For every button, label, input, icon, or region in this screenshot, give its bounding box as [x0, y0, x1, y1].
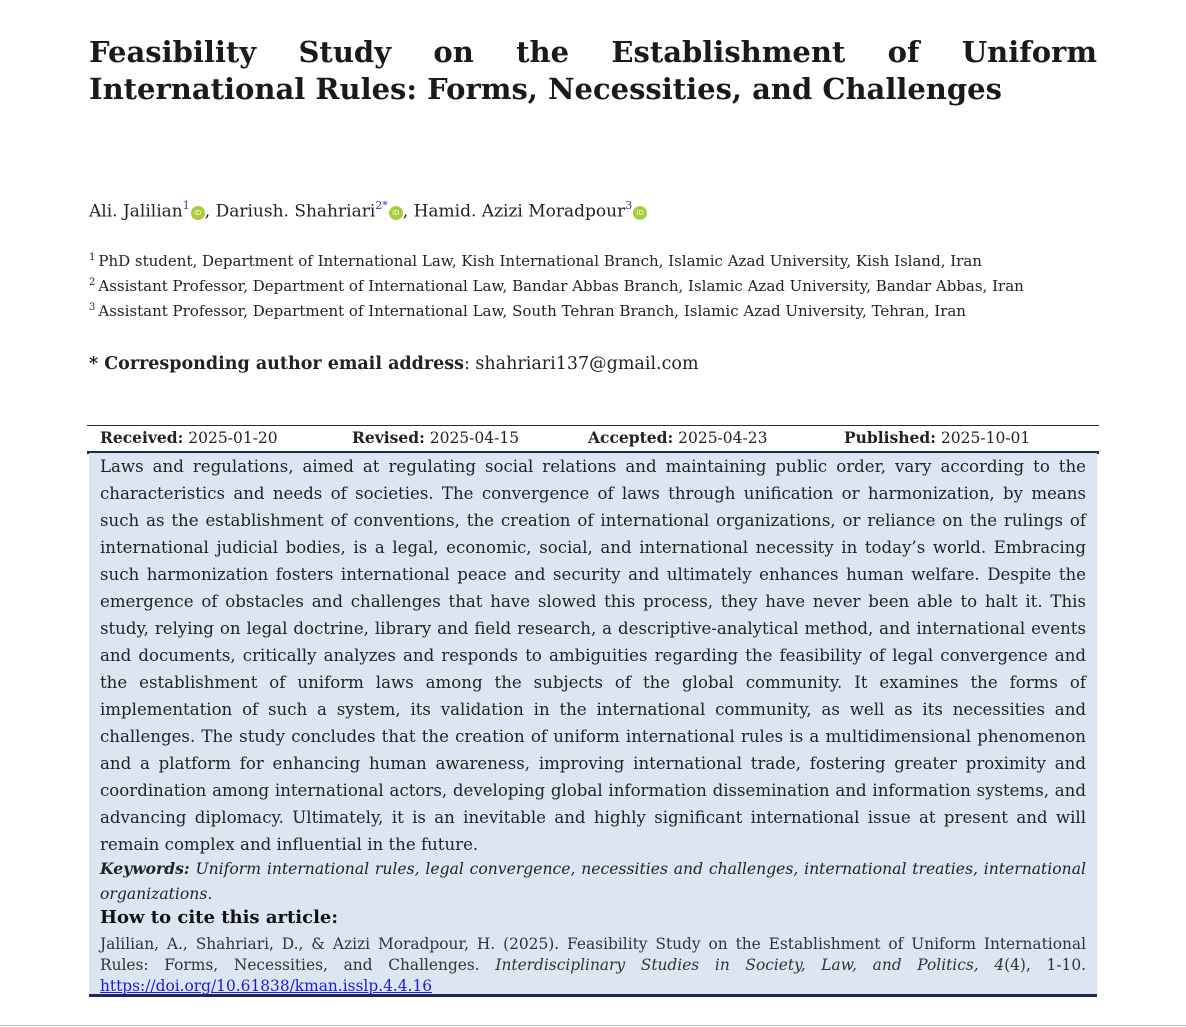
citation-journal: Interdisciplinary Studies in Society, Law, and Politics, 4	[495, 956, 1005, 974]
corresponding-author	[89, 354, 699, 374]
published-date	[844, 428, 1030, 447]
affiliation-list	[89, 247, 1024, 322]
affiliation-number: 2	[89, 277, 96, 288]
date-value: 2025-01-20	[183, 429, 278, 447]
date-label: Revised:	[352, 428, 425, 447]
citation	[100, 934, 1086, 997]
author-list: Ali. Jalilian$^1$iD , Dariush. Shahriari$^{2*}$iD , Hamid. Azizi Moradpour$^3$iD	[89, 200, 647, 222]
citation-issue: (4), 1-10.	[1004, 956, 1086, 974]
keywords-label: Keywords:	[100, 859, 190, 878]
date-value: 2025-04-15	[424, 429, 520, 447]
date-label: Received:	[100, 428, 184, 447]
publication-dates-bar	[87, 425, 1099, 454]
corresponding-author-email[interactable]: : shahriari137@gmail.com	[463, 354, 699, 374]
author-affiliation-marker: 3	[625, 199, 633, 212]
date-value: 2025-10-01	[935, 429, 1031, 447]
affiliation-item	[89, 272, 1024, 297]
abstract-panel	[89, 453, 1097, 997]
affiliation-text: Assistant Professor, Department of International Law, Bandar Abbas Branch, Islamic Azad University, Bandar Abbas, Iran	[98, 277, 1024, 295]
date-value: 2025-04-23	[673, 429, 768, 447]
affiliation-item	[89, 247, 1024, 272]
affiliation-number: 1	[89, 252, 96, 263]
affiliation-text: Assistant Professor, Department of International Law, South Tehran Branch, Islamic Azad University, Tehran, Iran	[98, 302, 966, 320]
date-label: Accepted:	[588, 428, 674, 447]
affiliation-text: PhD student, Department of International Law, Kish International Branch, Islamic Azad University, Kish Island, Iran	[98, 252, 982, 270]
orcid-icon[interactable]: iD	[191, 206, 205, 220]
orcid-icon[interactable]: iD	[633, 206, 647, 220]
keywords	[100, 856, 1086, 907]
cite-heading: How to cite this article:	[100, 907, 339, 928]
accepted-date	[588, 428, 767, 447]
received-date	[100, 428, 278, 447]
article-title: Feasibility Study on the Establishment of Uniform International Rules: Forms, Necessities, and Challenges	[89, 35, 1097, 106]
doi-link[interactable]: https://doi.org/10.61838/kman.isslp.4.4.16	[100, 977, 433, 995]
author-affiliation-marker: 1	[182, 199, 190, 212]
abstract-text: Laws and regulations, aimed at regulating social relations and maintaining public order, vary according to the characteristics and needs of societies. The convergence of laws through unification or harmonization, by means such as the establishment of conventions, the creation of international organizations, or reliance on the rulings of international judicial bodies, is a legal, economic, social, and international necessity in today’s world. Embracing such harmonization fosters international peace and security and ultimately enhances human welfare. Despite the emergence of obstacles and challenges that have slowed this process, they have never been able to halt it. This study, relying on legal doctrine, library and field research, a descriptive-analytical method, and international events and documents, critically analyzes and responds to ambiguities regarding the feasibility of legal convergence and the establishment of uniform laws among the subjects of the global community. It examines the forms of implementation of such a system, its validation in the international community, as well as its necessities and challenges. The study concludes that the creation of uniform international rules is a multidimensional phenomenon and a platform for enhancing human awareness, improving international trade, fostering greater proximity and coordination among international actors, developing global information dissemination and information systems, and advancing diplomacy. Ultimately, it is an inevitable and highly significant international issue at present and will remain complex and influential in the future.	[100, 457, 1086, 854]
date-label: Published:	[844, 428, 936, 447]
author-name: Ali. Jalilian	[89, 201, 183, 222]
affiliation-number: 3	[89, 302, 96, 313]
orcid-icon[interactable]: iD	[389, 206, 403, 220]
author-affiliation-marker: 2*	[375, 199, 388, 212]
author-name: Dariush. Shahriari	[215, 201, 376, 222]
keywords-text: Uniform international rules, legal convergence, necessities and challenges, international treaties, international organizations.	[100, 860, 1086, 903]
affiliation-item	[89, 297, 1024, 322]
page-bottom-divider	[0, 1025, 1186, 1026]
revised-date	[352, 428, 519, 447]
corresponding-author-label: * Corresponding author email address	[89, 354, 464, 374]
author-name: Hamid. Azizi Moradpour	[413, 201, 626, 222]
citation-text: Jalilian, A., Shahriari, D., & Azizi Moradpour, H. (2025). Feasibility Study on the Establishment of Uniform International Rules: Forms, Necessities, and Challenges.	[100, 935, 1086, 974]
